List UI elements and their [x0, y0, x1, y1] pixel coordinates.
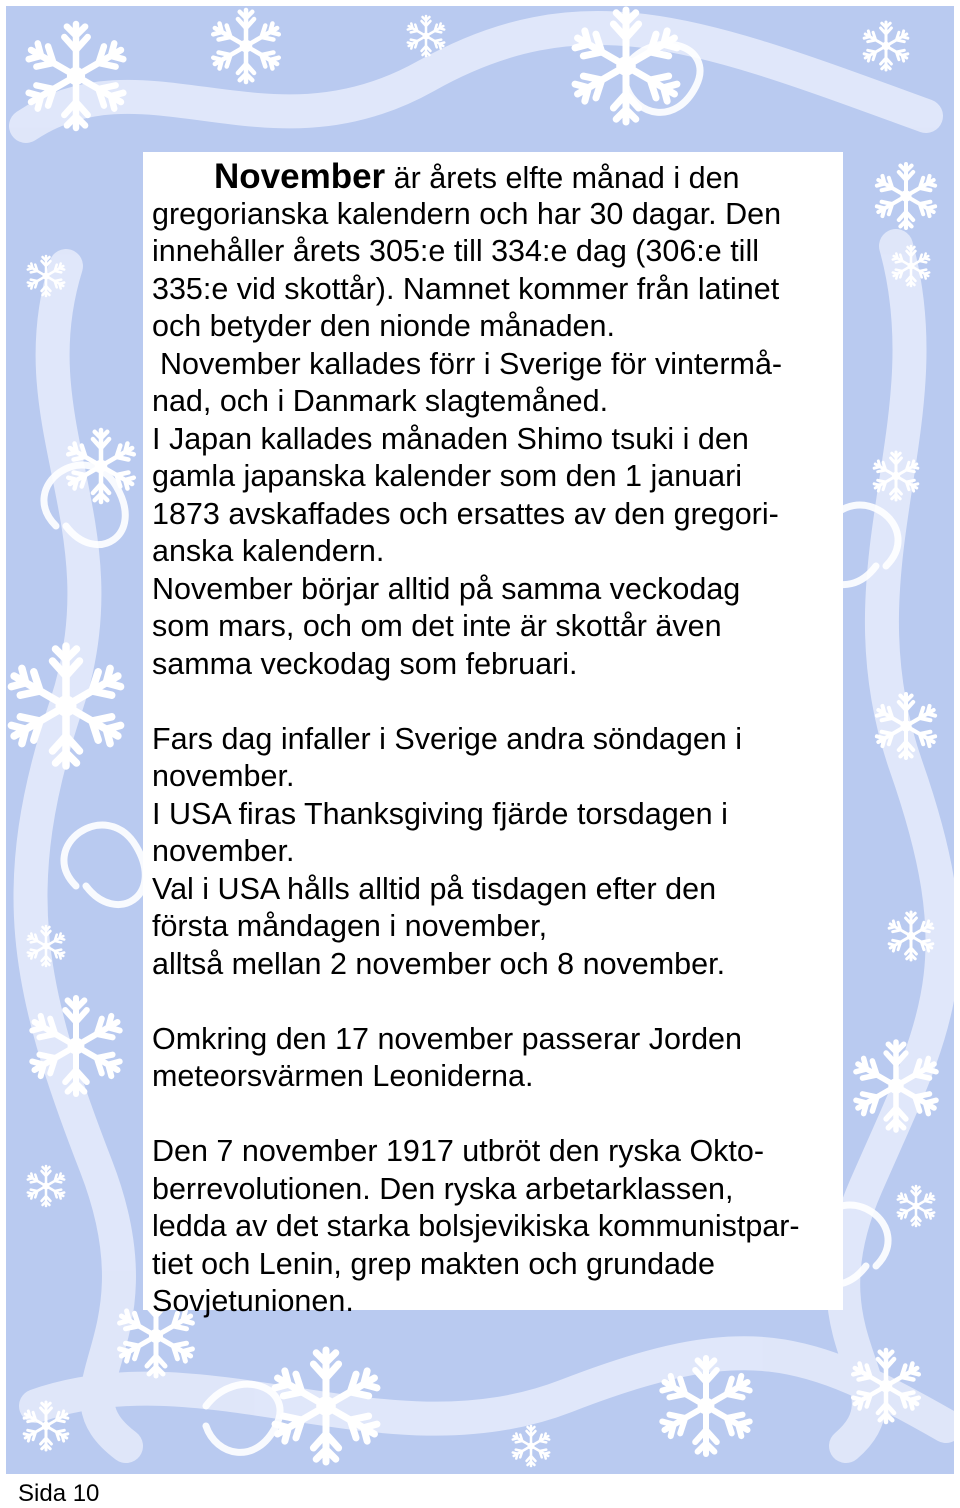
text-line: November börjar alltid på samma veckodag: [152, 571, 741, 606]
page-number-footer: Sida 10: [18, 1480, 100, 1507]
text-line: Val i USA hålls alltid på tisdagen efter den: [152, 871, 717, 906]
intro-text: är årets elfte månad i den: [385, 161, 740, 195]
text-line: 335:e vid skottår). Namnet kommer från latinet: [152, 271, 780, 306]
text-line: ledda av det starka bolsjevikiska kommunistpar-: [152, 1209, 800, 1243]
title-word: November: [214, 157, 386, 196]
text-line: samma veckodag som februari.: [152, 646, 578, 681]
text-line: Den 7 november 1917 utbröt den ryska Okto-: [152, 1134, 765, 1168]
text-line: I USA firas Thanksgiving fjärde torsdagen i: [152, 796, 728, 831]
text-line: I Japan kallades månaden Shimo tsuki i den: [152, 421, 749, 456]
text-line: meteorsvärmen Leoniderna.: [152, 1059, 534, 1093]
text-line: gregorianska kalendern och har 30 dagar. Den: [152, 196, 782, 231]
text-line: Omkring den 17 november passerar Jorden: [152, 1021, 742, 1056]
paragraph-intro-line: [152, 158, 842, 196]
text-line: första måndagen i november,: [152, 909, 548, 943]
text-line: gamla japanska kalender som den 1 januari: [152, 459, 743, 493]
text-line: som mars, och om det inte är skottår även: [152, 609, 722, 643]
text-line: berrevolutionen. Den ryska arbetarklassen,: [152, 1171, 734, 1206]
text-line: innehåller årets 305:e till 334:e dag (306:e till: [152, 234, 760, 268]
text-line: Sovjetunionen.: [152, 1284, 354, 1318]
paragraph-gap: [152, 683, 842, 721]
article-body: [152, 158, 842, 1321]
text-line: November kallades förr i Sverige för vintermå-: [160, 346, 783, 381]
text-line: 1873 avskaffades och ersattes av den gregori-: [152, 496, 779, 531]
text-line: tiet och Lenin, grep makten och grundade: [152, 1246, 715, 1281]
text-line: november.: [152, 759, 295, 793]
text-line: anska kalendern.: [152, 534, 385, 568]
text-line: november.: [152, 834, 295, 868]
paragraph-gap: [152, 983, 842, 1021]
text-line: alltså mellan 2 november och 8 november.: [152, 946, 726, 981]
text-line: nad, och i Danmark slagtemåned.: [152, 384, 609, 418]
text-line: Fars dag infaller i Sverige andra söndagen i: [152, 721, 743, 756]
text-line: och betyder den nionde månaden.: [152, 309, 615, 343]
paragraph-gap: [152, 1096, 842, 1134]
